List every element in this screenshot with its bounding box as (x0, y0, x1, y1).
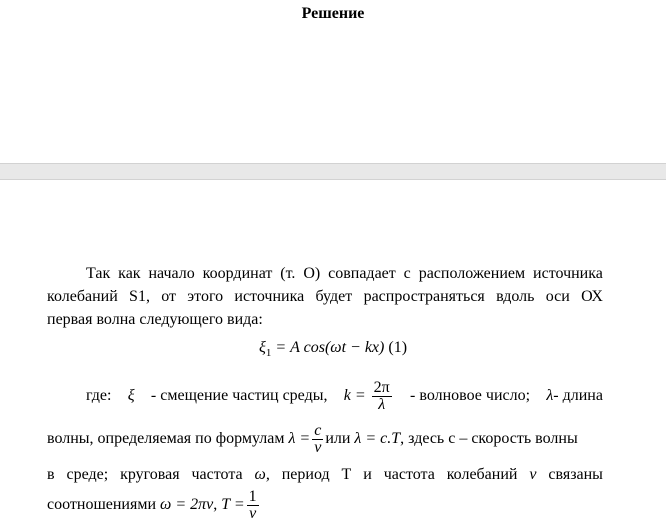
page-divider (0, 163, 666, 180)
comma: , (213, 496, 218, 513)
where-label: где: (86, 387, 112, 404)
word: вдоль (496, 288, 535, 305)
t-fraction (247, 489, 259, 522)
word: расположением (418, 265, 526, 282)
k-numerator: 2π (373, 378, 390, 396)
word: О) (303, 265, 321, 282)
word: распространяться (363, 288, 485, 305)
word: Так (86, 265, 111, 282)
k-denominator: λ (378, 395, 386, 413)
section-heading: Решение (301, 5, 365, 22)
xi-symbol-2: ξ (127, 387, 135, 404)
wavelength-text: волны, определяемая по формулам (47, 430, 285, 447)
word: и (363, 466, 372, 483)
equation-1-label: (1) (388, 339, 408, 356)
lambda-description: - длина (553, 387, 603, 404)
k-equals: k = (343, 386, 366, 404)
word: среде; (66, 466, 109, 483)
t-denominator: ν (249, 504, 257, 522)
word: как (118, 265, 141, 282)
word: частота (383, 466, 435, 483)
equation-1-rhs: = A cos(ωt − kx) (275, 339, 385, 356)
paragraph-2-line-1 (86, 378, 603, 414)
or-text: или (325, 430, 351, 447)
xi-symbol: ξ (258, 339, 266, 356)
word: этого (187, 288, 224, 305)
word: ω, (254, 466, 270, 483)
word: колебаний (446, 466, 518, 483)
k-fraction (372, 380, 392, 413)
word: источника (234, 288, 305, 305)
lambda-numerator: c (314, 421, 322, 439)
lambda-denominator: ν (314, 438, 322, 456)
word: ОХ (581, 288, 603, 305)
paragraph-2-line-4 (47, 486, 603, 524)
word: период (281, 466, 330, 483)
xi-description: - смещение частиц среды, (150, 387, 328, 404)
word: Т (341, 466, 352, 483)
word: ν (529, 466, 537, 483)
paragraph-2-line-3 (47, 465, 603, 485)
paragraph-1-line-2 (47, 287, 603, 307)
t-numerator: 1 (248, 487, 257, 505)
word: в (47, 466, 55, 483)
word: координат (202, 265, 273, 282)
word: с (403, 265, 411, 282)
word: источника (533, 265, 603, 282)
word: S1, (129, 288, 150, 305)
relations-text: соотношениями (47, 496, 157, 513)
word: начало (148, 265, 195, 282)
paragraph-1-line-1 (86, 264, 603, 284)
speed-text: , здесь с – скорость волны (400, 430, 578, 447)
word: оси (545, 288, 570, 305)
k-description: - волновое число; (410, 387, 531, 404)
paragraph-2-line-2 (47, 421, 603, 457)
word: связаны (548, 466, 603, 483)
word: круговая (120, 466, 180, 483)
word: совпадает (328, 265, 396, 282)
lambda-equals: λ = (288, 430, 311, 447)
word: колебаний (47, 288, 118, 305)
word: частота (191, 466, 243, 483)
paragraph-1-line-3: первая волна следующего вида: (47, 311, 263, 328)
lambda-fraction (312, 423, 323, 456)
lambda-ct: λ = c.T (354, 430, 401, 447)
xi-subscript: 1 (265, 347, 272, 360)
lambda-symbol: λ (546, 387, 554, 404)
omega-equation: ω = 2πν (160, 496, 214, 513)
word: будет (315, 288, 353, 305)
word: от (161, 288, 177, 305)
equation-1 (0, 339, 666, 359)
word: (т. (280, 265, 296, 282)
t-equals: T = (221, 496, 245, 513)
